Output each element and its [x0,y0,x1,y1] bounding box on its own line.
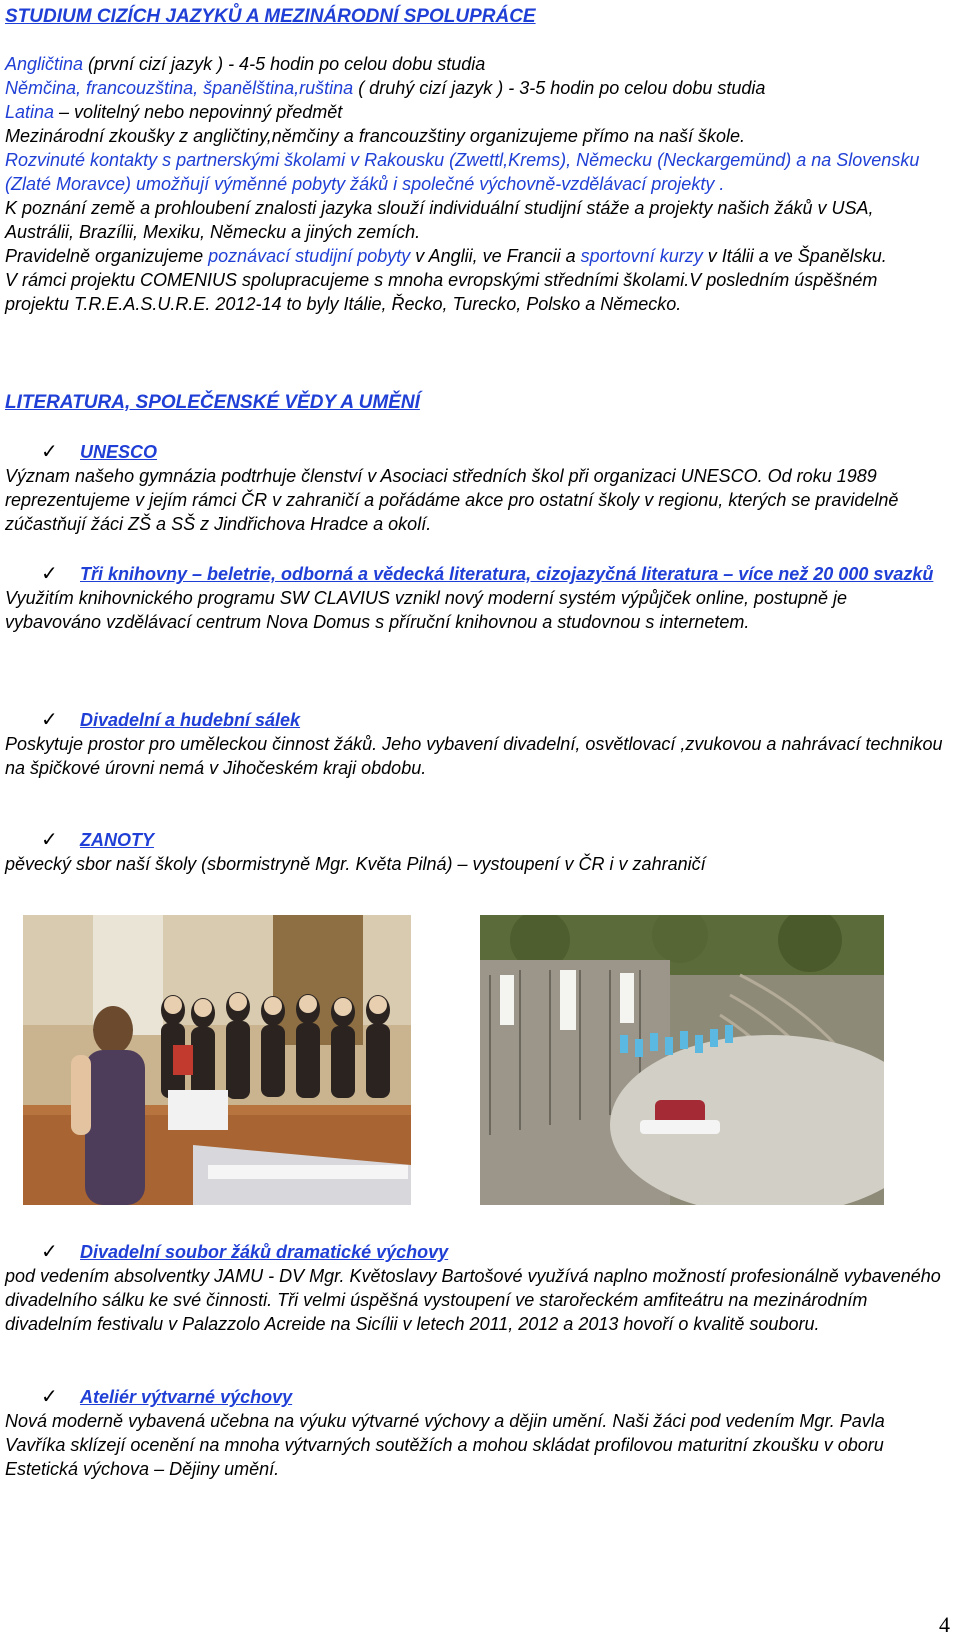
check-icon: ✓ [41,441,58,463]
comenius-paragraph: V rámci projektu COMENIUS spolupracujeme s mnoha evropskými středními školami.V posledním úspěšném projektu T.R.E.A.S.U.R.E. 2012-14 to byly Itálie, Řecko, Turecko, Polsko a Německo. [5,270,878,314]
item-drama-group [5,1240,945,1336]
international-exams: Mezinárodní zkoušky z angličtiny,němčiny a francouzštiny organizujeme přímo na naší škole. [5,126,746,146]
item-unesco [5,440,945,536]
drama-group-text: pod vedením absolventky JAMU - DV Mgr. Květoslavy Bartošové využívá naplno možností profesionálně vybaveného divadelního sálku ke své činnosti. Tři velmi úspěšná vystoupení ve starořeckém amfiteátru na mezinárodním divadelním festivalu v Palazzolo Acreide na Sicílii v letech 2011, 2012 a 2013 hovoří o kvalitě souboru. [5,1266,941,1334]
section-heading-languages: STUDIUM CIZÍCH JAZYKŮ A MEZINÁRODNÍ SPOLUPRÁCE [5,6,536,27]
item-theatre-hall [5,708,945,780]
art-studio-title[interactable]: Ateliér výtvarné výchovy [80,1387,293,1407]
item-zanoty [5,828,945,876]
amphitheatre-photo-graphic [480,915,884,1205]
unesco-text: Význam našeho gymnázia podtrhuje členství v Asociaci středních škol při organizaci UNESCO. Od roku 1989 reprezentujeme v jejím rámci ČR v zahraničí a pořádáme akce pro ostatní školy v regionu, kterých se pravidelně zúčastňují žáci ZŠ a SŠ z Jindřichova Hradce a okolí. [5,466,899,534]
check-icon: ✓ [41,563,58,585]
sport-courses-link: sportovní kurzy [580,246,703,266]
partner-schools: Rozvinuté kontakty s partnerskými školami v Rakousku (Zwettl,Krems), Německu (Neckargemünd) a na Slovensku (Zlaté Moravce) umožňují výměnné pobyty žáků i společné výchovně-vzdělávací projekty . [5,150,920,194]
page-number: 4 [939,1612,950,1637]
languages-block [5,52,945,316]
drama-group-title[interactable]: Divadelní soubor žáků dramatické výchovy [80,1242,449,1262]
zanoty-text: pěvecký sbor naší školy (sbormistryně Mgr. Květa Pilná) – vystoupení v ČR i v zahraničí [5,854,706,874]
unesco-title[interactable]: UNESCO [80,442,158,462]
theatre-hall-title[interactable]: Divadelní a hudební sálek [80,710,301,730]
choir-photo-graphic [23,915,411,1205]
item-libraries [5,562,945,634]
language-english: Angličtina (první cizí jazyk ) - 4-5 hodin po celou dobu studia [5,54,486,74]
language-second: Němčina, francouzština, španělština,ruština ( druhý cizí jazyk ) - 3-5 hodin po celou dobu studia [5,78,766,98]
amphitheatre-photo [480,915,884,1205]
check-icon: ✓ [41,1386,58,1408]
check-icon: ✓ [41,1241,58,1263]
check-icon: ✓ [41,829,58,851]
libraries-text: Využitím knihovnického programu SW CLAVIUS vznikl nový moderní systém výpůjček online, postupně je vybavováno vzdělávací centrum Nova Domus s příruční knihovnou a studovnou s internetem. [5,588,848,632]
libraries-title[interactable]: Tři knihovny – beletrie, odborná a vědecká literatura, cizojazyčná literatura – více než 20 000 svazků [80,564,934,584]
trips-paragraph: Pravidelně organizujeme poznávací studijní pobyty v Anglii, ve Francii a sportovní kurzy v Itálii a ve Španělsku. [5,246,887,266]
language-latin: Latina – volitelný nebo nepovinný předmět [5,102,343,122]
art-studio-text: Nová moderně vybavená učebna na výuku výtvarné výchovy a dějin umění. Naši žáci pod vedením Mgr. Pavla Vavříka sklízejí ocenění na mnoha výtvarných soutěžích a mohou skládat profilovou maturitní zkoušku v oboru Estetická výchova – Dějiny umění. [5,1411,885,1479]
study-trips-link: poznávací studijní pobyty [208,246,411,266]
item-art-studio [5,1385,945,1481]
choir-photo [23,915,411,1205]
theatre-hall-text: Poskytuje prostor pro uměleckou činnost žáků. Jeho vybavení divadelní, osvětlovací ,zvukovou a nahrávací technikou na špičkové úrovni nemá v Jihočeském kraji obdobu. [5,734,943,778]
zanoty-title[interactable]: ZANOTY [80,830,154,850]
check-icon: ✓ [41,709,58,731]
section-heading-literature: LITERATURA, SPOLEČENSKÉ VĚDY A UMĚNÍ [5,392,420,413]
study-stays: K poznání země a prohloubení znalosti jazyka slouží individuální studijní stáže a projekty našich žáků v USA, Austrálii, Brazílii, Mexiku, Německu a jiných zemích. [5,198,874,242]
